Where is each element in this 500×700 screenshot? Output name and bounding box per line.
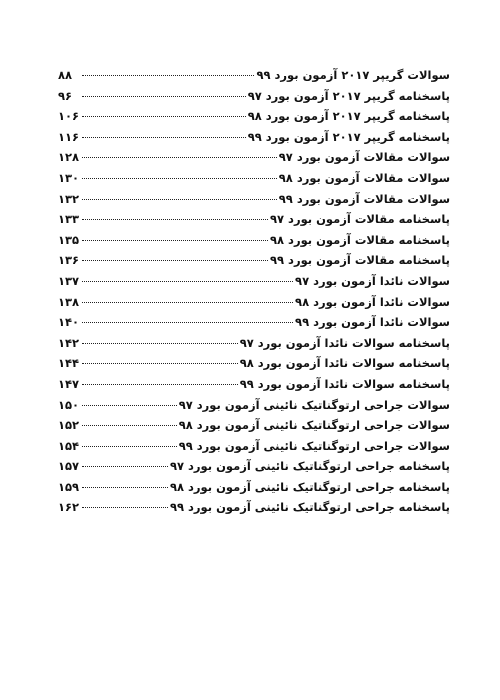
- dot-leader: [82, 240, 268, 241]
- toc-entry-page-number: ۸۸: [58, 68, 73, 82]
- toc-entry-page-number: ۱۵۷: [58, 459, 80, 474]
- toc-entry[interactable]: [58, 353, 450, 374]
- toc-entry[interactable]: [58, 415, 450, 436]
- dot-leader: [82, 75, 254, 76]
- toc-entry[interactable]: [58, 477, 450, 498]
- dot-leader: [82, 466, 168, 467]
- toc-entry-page-number: ۱۶۲: [58, 500, 80, 515]
- dot-leader: [82, 363, 238, 364]
- dot-leader: [82, 302, 293, 303]
- toc-entry[interactable]: [58, 374, 450, 395]
- toc-entry-page-number: ۱۴۴: [58, 356, 80, 371]
- toc-entry-page-number: ۱۳۶: [58, 253, 80, 268]
- toc-entry-page-number: ۱۳۵: [58, 232, 80, 247]
- dot-leader: [82, 137, 246, 138]
- toc-entry[interactable]: [58, 168, 450, 189]
- toc-entry[interactable]: [58, 250, 450, 271]
- dot-leader: [82, 260, 268, 261]
- toc-entry-title: سوالات جراحی ارتوگناتیک نائینی آزمون بورد ۹۹: [178, 438, 450, 453]
- toc-entry-title: پاسخنامه جراحی ارتوگناتیک نائینی آزمون بورد ۹۸: [169, 479, 450, 494]
- dot-leader: [82, 384, 238, 385]
- dot-leader: [82, 507, 168, 508]
- toc-entry-title: پاسخنامه سوالات نائدا آزمون بورد ۹۹: [239, 376, 450, 391]
- toc-entry-title: سوالات مقالات آزمون بورد ۹۸: [278, 170, 450, 185]
- toc-entry[interactable]: [58, 292, 450, 313]
- toc-entry-title: پاسخنامه مقالات آزمون بورد ۹۷: [270, 212, 450, 227]
- dot-leader: [82, 199, 277, 200]
- toc-entry-title: پاسخنامه جراحی ارتوگناتیک نائینی آزمون بورد ۹۹: [169, 500, 450, 515]
- toc-entry-title: پاسخنامه جراحی ارتوگناتیک نائینی آزمون بورد ۹۷: [169, 459, 450, 474]
- toc-entry[interactable]: [58, 436, 450, 457]
- toc-entry[interactable]: [58, 456, 450, 477]
- toc-entry[interactable]: [58, 333, 450, 354]
- toc-entry-page-number: ۱۳۸: [58, 294, 80, 309]
- toc-entry-title: سوالات جراحی ارتوگناتیک نائینی آزمون بورد ۹۷: [178, 397, 450, 412]
- toc-entry-title: سوالات نائدا آزمون بورد ۹۹: [295, 315, 450, 330]
- toc-entry-page-number: ۱۴۲: [58, 335, 80, 350]
- toc-entry[interactable]: [58, 312, 450, 333]
- toc-entry[interactable]: [58, 65, 450, 86]
- toc-entry-title: سوالات نائدا آزمون بورد ۹۸: [295, 294, 450, 309]
- toc-entry-page-number: ۹۶: [58, 88, 73, 103]
- toc-entry-title: پاسخنامه مقالات آزمون بورد ۹۹: [270, 253, 450, 268]
- toc-entry-page-number: ۱۳۲: [58, 191, 80, 206]
- toc-entry-page-number: ۱۵۰: [58, 397, 80, 412]
- toc-entry-page-number: ۱۵۹: [58, 479, 80, 494]
- dot-leader: [82, 343, 238, 344]
- dot-leader: [82, 219, 268, 220]
- toc-entry[interactable]: [58, 127, 450, 148]
- toc-entry-page-number: ۱۳۷: [58, 273, 80, 288]
- toc-entry-title: پاسخنامه گریپر ۲۰۱۷ آزمون بورد ۹۸: [247, 109, 450, 124]
- toc-entry-page-number: ۱۵۴: [58, 438, 80, 453]
- toc-entry-title: پاسخنامه سوالات نائدا آزمون بورد ۹۷: [239, 335, 450, 350]
- toc-entry-page-number: ۱۳۰: [58, 170, 80, 185]
- toc-entry[interactable]: [58, 86, 450, 107]
- toc-entry[interactable]: [58, 230, 450, 251]
- toc-entry[interactable]: [58, 209, 450, 230]
- toc-entry-title: سوالات مقالات آزمون بورد ۹۹: [278, 191, 450, 206]
- toc-entry-page-number: ۱۴۷: [58, 376, 80, 391]
- toc-entry-page-number: ۱۵۲: [58, 418, 80, 433]
- toc-entry[interactable]: [58, 271, 450, 292]
- dot-leader: [82, 405, 177, 406]
- toc-entry[interactable]: [58, 147, 450, 168]
- toc-entry-title: پاسخنامه سوالات نائدا آزمون بورد ۹۸: [239, 356, 450, 371]
- toc-entry-title: پاسخنامه گریپر ۲۰۱۷ آزمون بورد ۹۷: [247, 88, 450, 103]
- toc-entry-page-number: ۱۱۶: [58, 129, 80, 144]
- dot-leader: [82, 157, 277, 158]
- toc-entry[interactable]: [58, 189, 450, 210]
- dot-leader: [82, 487, 168, 488]
- dot-leader: [82, 322, 293, 323]
- toc-entry-title: سوالات نائدا آزمون بورد ۹۷: [295, 273, 450, 288]
- toc-entry-title: سوالات جراحی ارتوگناتیک نائینی آزمون بورد ۹۸: [178, 418, 450, 433]
- toc-entry-title: پاسخنامه گریپر ۲۰۱۷ آزمون بورد ۹۹: [247, 129, 450, 144]
- toc-entry-title: پاسخنامه مقالات آزمون بورد ۹۸: [270, 232, 450, 247]
- toc-entry[interactable]: [58, 497, 450, 518]
- dot-leader: [82, 116, 246, 117]
- dot-leader: [82, 178, 277, 179]
- toc-entry-title: سوالات گریپر ۲۰۱۷ آزمون بورد ۹۹: [256, 68, 450, 82]
- toc-entry[interactable]: [58, 395, 450, 416]
- dot-leader: [82, 281, 293, 282]
- dot-leader: [82, 96, 246, 97]
- toc-entry[interactable]: [58, 106, 450, 127]
- toc-entry-page-number: ۱۲۸: [58, 150, 80, 165]
- toc-entry-title: سوالات مقالات آزمون بورد ۹۷: [278, 150, 450, 165]
- toc-entry-page-number: ۱۳۳: [58, 212, 80, 227]
- toc-entry-page-number: ۱۰۶: [58, 109, 80, 124]
- dot-leader: [82, 446, 177, 447]
- dot-leader: [82, 425, 177, 426]
- table-of-contents: [58, 65, 450, 518]
- toc-entry-page-number: ۱۴۰: [58, 315, 80, 330]
